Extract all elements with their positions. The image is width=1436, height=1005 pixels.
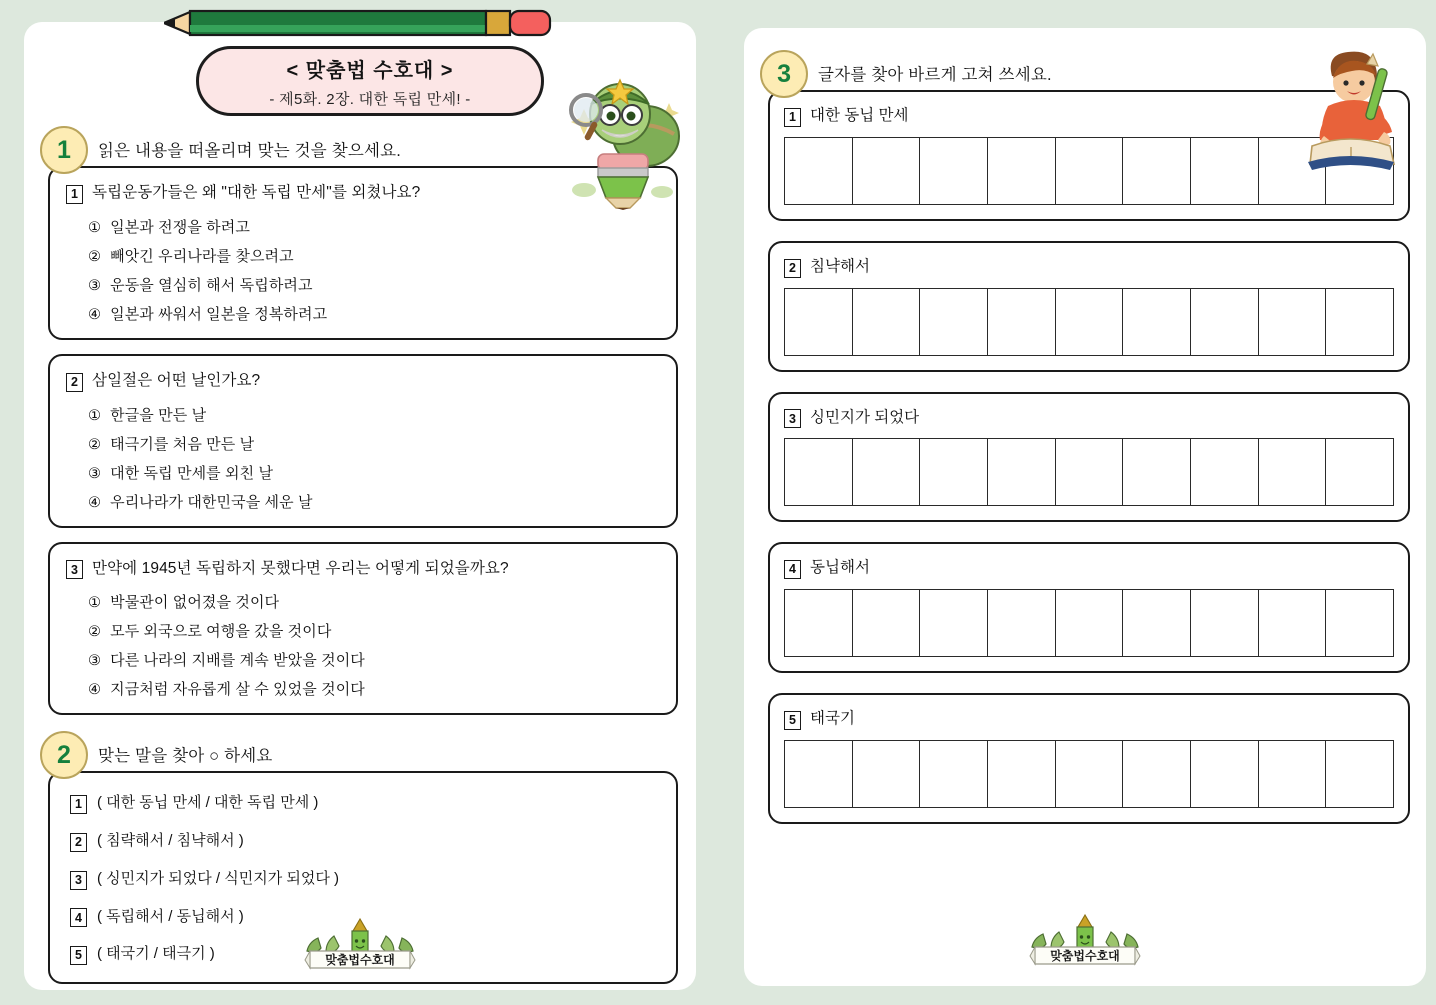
- writing-cell[interactable]: [1326, 138, 1393, 204]
- question-card-3[interactable]: [48, 542, 678, 716]
- question-2-number: 2: [66, 373, 83, 392]
- choice-marker: ④: [88, 682, 102, 699]
- pick-item[interactable]: [70, 829, 660, 851]
- writing-cell[interactable]: [1191, 289, 1259, 355]
- choice-label: 모두 외국으로 여행을 갔을 것이다: [110, 623, 332, 641]
- choice-option[interactable]: [88, 245, 660, 266]
- writing-cell[interactable]: [785, 289, 853, 355]
- pick-item-number: 3: [70, 871, 87, 890]
- write-label-row-5: [784, 706, 1394, 729]
- section-3: [760, 50, 1410, 824]
- footer-badge-text: 맞춤법수호대: [325, 953, 395, 967]
- choice-label: 일본과 싸워서 일본을 정복하려고: [110, 305, 328, 323]
- writing-cell[interactable]: [920, 590, 988, 656]
- section-1-header: [40, 126, 678, 174]
- choice-marker: ④: [88, 494, 102, 511]
- section-3-instruction: 글자를 찾아 바르게 고쳐 쓰세요.: [818, 66, 1052, 84]
- section-1: [40, 126, 678, 715]
- page-subtitle: - 제5화. 2장. 대한 독립 만세! -: [269, 90, 471, 108]
- writing-cell[interactable]: [1191, 741, 1259, 807]
- writing-cell[interactable]: [1259, 289, 1327, 355]
- writing-grid-3[interactable]: [784, 438, 1394, 506]
- choice-label: 다른 나라의 지배를 계속 받았을 것이다: [110, 652, 365, 670]
- pencil-decoration-icon: [164, 8, 554, 38]
- section-1-badge: 1: [40, 126, 88, 174]
- writing-cell[interactable]: [1056, 138, 1124, 204]
- writing-cell[interactable]: [1191, 590, 1259, 656]
- question-3-number: 3: [66, 560, 83, 579]
- question-1-stem-row: [66, 180, 660, 203]
- writing-cell[interactable]: [1259, 439, 1327, 505]
- pick-item-number: 2: [70, 833, 87, 852]
- footer-brand-badge-left: [304, 916, 416, 976]
- choice-marker: ②: [88, 436, 102, 453]
- question-2-choices: [66, 404, 660, 512]
- write-item-word: 침냑해서: [810, 257, 870, 275]
- choice-marker: ③: [88, 465, 102, 482]
- footer-brand-badge-right: [1029, 912, 1141, 972]
- section-1-instruction: 읽은 내용을 떠올리며 맞는 것을 찾으세요.: [98, 142, 402, 160]
- writing-cell[interactable]: [785, 741, 853, 807]
- writing-grid-4[interactable]: [784, 589, 1394, 657]
- write-item-word: 동닙해서: [810, 559, 870, 577]
- writing-cell[interactable]: [920, 439, 988, 505]
- choice-option[interactable]: [88, 591, 660, 612]
- writing-cell[interactable]: [1191, 138, 1259, 204]
- write-label-row-2: [784, 254, 1394, 277]
- writing-cell[interactable]: [988, 590, 1056, 656]
- choice-option[interactable]: [88, 620, 660, 641]
- write-card-2[interactable]: [768, 241, 1410, 372]
- write-label-row-1: [784, 103, 1394, 126]
- page-title: < 맞춤법 수호대 >: [286, 59, 454, 82]
- writing-cell[interactable]: [1123, 138, 1191, 204]
- writing-cell[interactable]: [1123, 741, 1191, 807]
- pick-item-text: ( 침략해서 / 침냑해서 ): [97, 832, 244, 849]
- choice-option[interactable]: [88, 678, 660, 699]
- choice-option[interactable]: [88, 433, 660, 454]
- writing-cell[interactable]: [1326, 289, 1393, 355]
- question-1-number: 1: [66, 185, 83, 204]
- write-item-word: 싱민지가 되었다: [810, 408, 920, 426]
- writing-cell[interactable]: [988, 741, 1056, 807]
- question-2-stem-row: [66, 368, 660, 391]
- writing-cell[interactable]: [1191, 439, 1259, 505]
- choice-label: 빼앗긴 우리나라를 찾으려고: [110, 247, 294, 265]
- left-page-panel: [24, 22, 696, 990]
- choice-option[interactable]: [88, 404, 660, 425]
- write-card-3[interactable]: [768, 392, 1410, 523]
- question-3-stem-row: [66, 556, 660, 579]
- writing-cell[interactable]: [1056, 590, 1124, 656]
- choice-label: 일본과 전쟁을 하려고: [110, 218, 250, 236]
- writing-cell[interactable]: [853, 289, 921, 355]
- section-2-instruction: 맞는 말을 찾아 ○ 하세요: [98, 747, 273, 766]
- question-3-choices: [66, 591, 660, 699]
- pick-item-number: 4: [70, 908, 87, 927]
- writing-grid-1[interactable]: [784, 137, 1394, 205]
- write-item-word: 태국기: [810, 710, 855, 727]
- choice-marker: ①: [88, 595, 102, 612]
- writing-cell[interactable]: [1123, 439, 1191, 505]
- writing-cell[interactable]: [785, 590, 853, 656]
- right-page-panel: [744, 28, 1426, 986]
- section-3-badge: 3: [760, 50, 808, 98]
- writing-cell[interactable]: [1056, 741, 1124, 807]
- section-3-header: [760, 50, 1410, 98]
- writing-cell[interactable]: [988, 439, 1056, 505]
- choice-label: 운동을 열심히 해서 독립하려고: [110, 276, 313, 294]
- write-item-word: 대한 동닙 만세: [810, 107, 909, 124]
- choice-option[interactable]: [88, 649, 660, 670]
- writing-cell[interactable]: [1056, 439, 1124, 505]
- question-card-1[interactable]: [48, 166, 678, 340]
- writing-cell[interactable]: [1123, 289, 1191, 355]
- choice-label: 우리나라가 대한민국을 세운 날: [110, 493, 313, 511]
- choice-label: 지금처럼 자유롭게 살 수 있었을 것이다: [110, 681, 365, 699]
- choice-label: 한글을 만든 날: [110, 406, 207, 424]
- choice-label: 태극기를 처음 만든 날: [110, 435, 255, 453]
- pick-item-text: ( 독립해서 / 동닙해서 ): [97, 907, 244, 925]
- writing-cell[interactable]: [1056, 289, 1124, 355]
- choice-option[interactable]: [88, 303, 660, 324]
- write-card-4[interactable]: [768, 542, 1410, 673]
- question-1-text: 독립운동가들은 왜 "대한 독립 만세"를 외쳤나요?: [92, 184, 421, 201]
- writing-cell[interactable]: [920, 138, 988, 204]
- choice-label: 대한 독립 만세를 외친 날: [110, 464, 274, 482]
- writing-cell[interactable]: [1259, 741, 1327, 807]
- write-item-number: 2: [784, 259, 801, 278]
- writing-cell[interactable]: [853, 138, 921, 204]
- choice-marker: ②: [88, 624, 102, 641]
- worksheet-title-pill: [196, 46, 544, 116]
- question-card-2[interactable]: [48, 354, 678, 528]
- write-item-number: 1: [784, 108, 801, 127]
- choice-marker: ①: [88, 219, 102, 236]
- question-1-choices: [66, 216, 660, 324]
- write-card-5[interactable]: [768, 693, 1410, 824]
- writing-cell[interactable]: [785, 138, 853, 204]
- write-card-1[interactable]: [768, 90, 1410, 221]
- pick-item-text: ( 대한 동닙 만세 / 대한 독립 만세 ): [97, 794, 319, 812]
- writing-grid-2[interactable]: [784, 288, 1394, 356]
- choice-option[interactable]: [88, 491, 660, 512]
- choice-option[interactable]: [88, 462, 660, 483]
- choice-label: 박물관이 없어졌을 것이다: [110, 594, 280, 612]
- writing-cell[interactable]: [1259, 590, 1327, 656]
- pick-item-text: ( 태국기 / 태극기 ): [97, 945, 215, 963]
- choice-marker: ④: [88, 306, 102, 323]
- writing-cell[interactable]: [920, 741, 988, 807]
- choice-option[interactable]: [88, 216, 660, 237]
- writing-cell[interactable]: [1326, 439, 1393, 505]
- footer-badge-text: 맞춤법수호대: [1050, 949, 1120, 963]
- writing-cell[interactable]: [920, 289, 988, 355]
- writing-cell[interactable]: [1326, 741, 1393, 807]
- write-label-row-4: [784, 555, 1394, 578]
- pick-item[interactable]: [70, 791, 660, 813]
- writing-cell[interactable]: [1259, 138, 1327, 204]
- question-2-text: 삼일절은 어떤 날인가요?: [92, 371, 261, 389]
- choice-marker: ①: [88, 407, 102, 424]
- writing-cell[interactable]: [853, 590, 921, 656]
- writing-cell[interactable]: [988, 138, 1056, 204]
- writing-cell[interactable]: [785, 439, 853, 505]
- write-item-number: 5: [784, 711, 801, 730]
- write-item-number: 4: [784, 560, 801, 579]
- choice-marker: ③: [88, 277, 102, 294]
- section-2-badge: 2: [40, 731, 88, 779]
- writing-cell[interactable]: [853, 439, 921, 505]
- choice-option[interactable]: [88, 274, 660, 295]
- pick-item[interactable]: [70, 867, 660, 889]
- question-3-text: 만약에 1945년 독립하지 못했다면 우리는 어떻게 되었을까요?: [92, 559, 509, 577]
- pick-item-number: 1: [70, 795, 87, 814]
- section-2-header: [40, 731, 678, 779]
- pick-item-number: 5: [70, 946, 87, 965]
- writing-cell[interactable]: [853, 741, 921, 807]
- write-label-row-3: [784, 405, 1394, 428]
- writing-cell[interactable]: [1326, 590, 1393, 656]
- choice-marker: ③: [88, 653, 102, 670]
- pick-item-text: ( 싱민지가 되었다 / 식민지가 되었다 ): [97, 869, 340, 887]
- choice-marker: ②: [88, 248, 102, 265]
- write-item-number: 3: [784, 409, 801, 428]
- writing-cell[interactable]: [1123, 590, 1191, 656]
- writing-grid-5[interactable]: [784, 740, 1394, 808]
- writing-cell[interactable]: [988, 289, 1056, 355]
